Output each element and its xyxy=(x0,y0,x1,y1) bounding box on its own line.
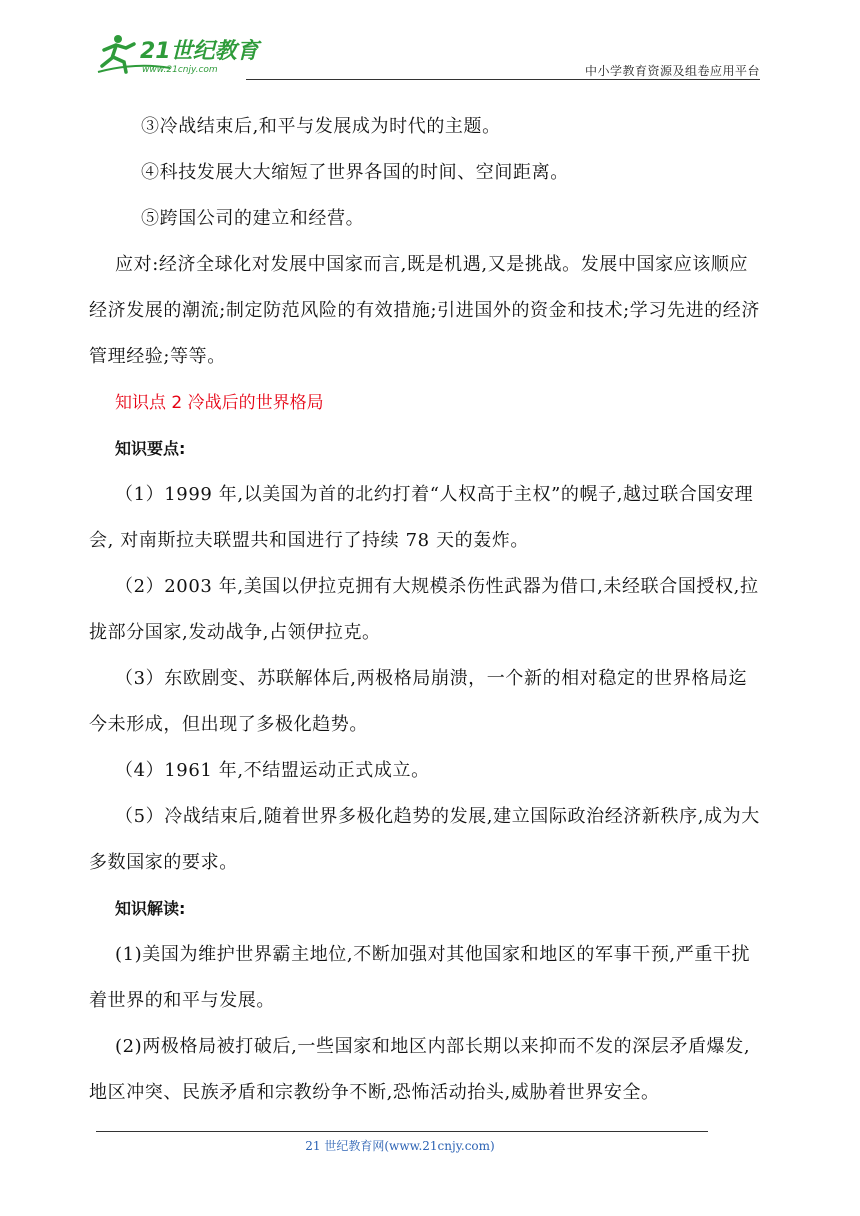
cause-item-3: ③冷战结束后,和平与发展成为时代的主题。 xyxy=(141,116,501,137)
logo-wordmark: 21世纪教育 xyxy=(140,39,259,64)
key-point-1: （1）1999 年,以美国为首的北约打着“人权高于主权”的幌子,越过联合国安理会, 对南斯拉夫联盟共和国进行了持续 78 天的轰炸。 xyxy=(89,484,754,551)
key-points-heading: 知识要点: xyxy=(115,439,186,458)
key-point-5: （5）冷战结束后,随着世界多极化趋势的发展,建立国际政治经济新秩序,成为大多数国家的要求。 xyxy=(89,806,760,873)
document-body xyxy=(89,104,765,1116)
header-divider xyxy=(246,79,760,80)
logo-url: www.21cnjy.com xyxy=(142,65,218,75)
response-paragraph: 应对:经济全球化对发展中国家而言,既是机遇,又是挑战。发展中国家应该顺应经济发展的潮流;制定防范风险的有效措施;引进国外的资金和技术;学习先进的经济管理经验;等等。 xyxy=(89,254,760,367)
key-point-2: （2）2003 年,美国以伊拉克拥有大规模杀伤性武器为借口,未经联合国授权,拉拢部分国家,发动战争,占领伊拉克。 xyxy=(89,576,759,643)
platform-name: 中小学教育资源及组卷应用平台 xyxy=(584,64,760,78)
cause-item-5: ⑤跨国公司的建立和经营。 xyxy=(141,208,365,229)
interpretation-2: (2)两极格局被打破后,一些国家和地区内部长期以来抑而不发的深层矛盾爆发,地区冲突、民族矛盾和宗教纷争不断,恐怖活动抬头,威胁着世界安全。 xyxy=(89,1036,751,1103)
key-point-4: （4）1961 年,不结盟运动正式成立。 xyxy=(115,760,430,781)
page-header xyxy=(96,30,760,78)
site-logo[interactable] xyxy=(96,32,266,76)
footer-divider xyxy=(96,1131,708,1132)
key-point-3: （3）东欧剧变、苏联解体后,两极格局崩溃，一个新的相对稳定的世界格局迄今未形成，但出现了多极化趋势。 xyxy=(89,668,748,735)
footer-link[interactable]: 21 世纪教育网(www.21cnjy.com) xyxy=(305,1139,495,1153)
section-title: 知识点 2 冷战后的世界格局 xyxy=(115,393,324,413)
interpretation-heading: 知识解读: xyxy=(115,899,186,918)
runner-logo-icon xyxy=(96,32,266,76)
cause-item-4: ④科技发展大大缩短了世界各国的时间、空间距离。 xyxy=(141,162,569,183)
interpretation-1: (1)美国为维护世界霸主地位,不断加强对其他国家和地区的军事干预,严重干扰着世界的和平与发展。 xyxy=(89,944,751,1011)
